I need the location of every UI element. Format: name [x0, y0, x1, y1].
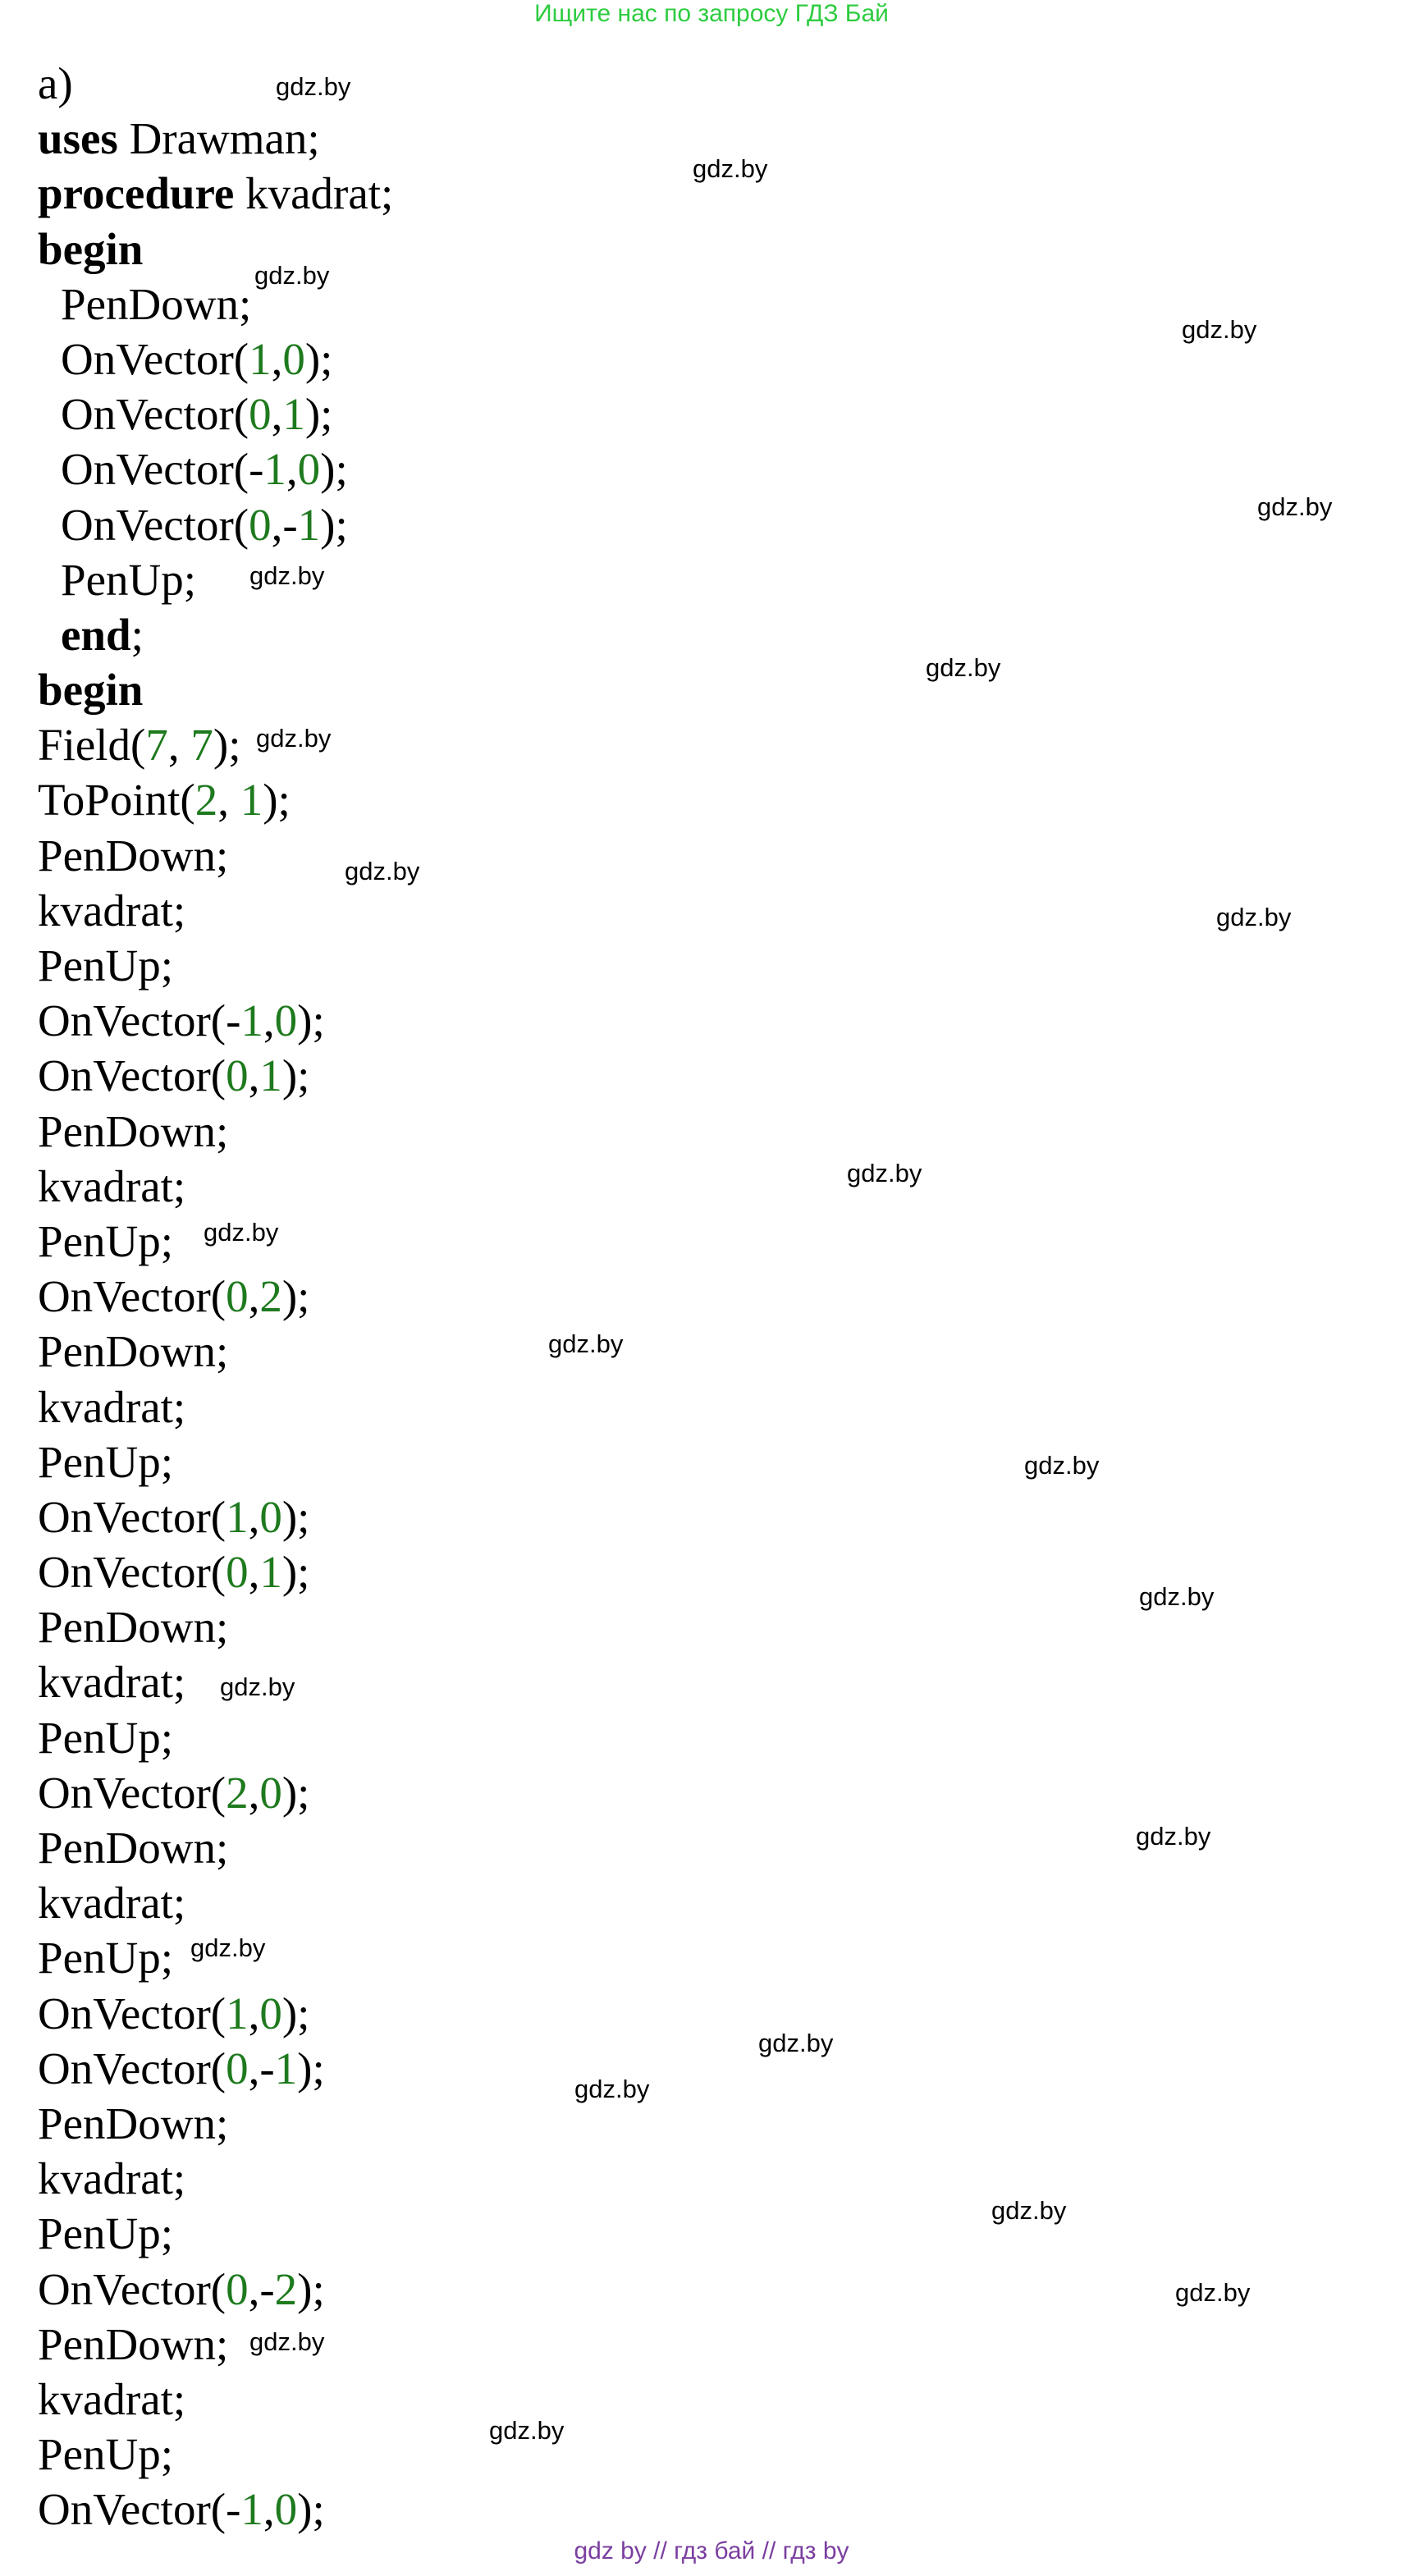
code-text: OnVector(	[38, 1988, 226, 2038]
code-text: );	[263, 775, 291, 826]
code-text: PenDown;	[38, 1602, 229, 1653]
code-text: kvadrat;	[38, 885, 186, 936]
code-text: );	[320, 444, 348, 495]
watermark: gdz.by	[254, 261, 330, 290]
code-line	[38, 497, 393, 552]
code-text: );	[297, 995, 325, 1046]
code-text: kvadrat;	[38, 1381, 186, 1432]
code-text: kvadrat;	[38, 1657, 186, 1708]
watermark: gdz.by	[1216, 903, 1292, 931]
code-line	[38, 1269, 393, 1324]
code-number: 1	[274, 2043, 298, 2093]
code-keyword: begin	[38, 223, 144, 274]
code-text: );	[281, 1547, 310, 1598]
footer-links: gdz by // гдз бай // гдз by	[574, 2537, 849, 2565]
code-text: ,-	[248, 2043, 275, 2093]
code-text: OnVector(	[38, 2043, 226, 2093]
code-line	[38, 938, 393, 993]
code-line	[38, 552, 393, 607]
code-text: kvadrat;	[38, 1160, 186, 1211]
code-number: 0	[226, 1547, 249, 1598]
code-text: ,-	[271, 499, 298, 550]
code-number: 0	[282, 333, 305, 384]
code-number: 0	[297, 444, 321, 495]
watermark: gdz.by	[693, 154, 768, 183]
watermark: gdz.by	[926, 653, 1001, 682]
code-text: PenUp;	[38, 1712, 173, 1763]
code-text: ,	[286, 444, 298, 495]
watermark: gdz.by	[220, 1672, 295, 1701]
code-line	[38, 332, 393, 387]
watermark: gdz.by	[758, 2029, 834, 2057]
code-line	[38, 1159, 393, 1214]
code-line	[38, 2206, 393, 2261]
code-line	[38, 2096, 393, 2151]
code-text: );	[297, 2043, 325, 2093]
code-text: OnVector(-	[61, 444, 264, 495]
code-text: kvadrat;	[38, 2153, 186, 2204]
code-line	[38, 1654, 393, 1709]
code-text: ,	[248, 1547, 260, 1598]
watermark: gdz.by	[847, 1159, 922, 1187]
code-number: 1	[240, 775, 263, 826]
code-number: 1	[297, 499, 321, 550]
code-text: );	[281, 1491, 310, 1542]
watermark: gdz.by	[276, 72, 351, 101]
code-line	[38, 1875, 393, 1930]
code-number: 1	[282, 389, 305, 440]
watermark: gdz.by	[548, 1329, 624, 1358]
code-line	[38, 828, 393, 883]
code-line	[38, 662, 393, 717]
code-text: kvadrat;	[38, 2373, 186, 2424]
code-text: OnVector(-	[38, 2484, 241, 2535]
code-keyword: procedure	[38, 168, 235, 219]
code-line	[38, 1324, 393, 1379]
code-text: ,	[248, 1767, 260, 1818]
code-line	[38, 607, 393, 662]
code-line	[38, 717, 393, 772]
code-number: 0	[249, 389, 272, 440]
watermark: gdz.by	[991, 2196, 1067, 2225]
code-line	[38, 2041, 393, 2096]
code-number: 1	[240, 2484, 263, 2535]
watermark: gdz.by	[1175, 2278, 1251, 2307]
code-line	[38, 1986, 393, 2041]
code-line	[38, 2427, 393, 2482]
code-text: ,	[263, 995, 275, 1046]
code-line	[38, 1544, 393, 1599]
code-text: OnVector(	[38, 1491, 226, 1542]
code-number: 2	[259, 1271, 282, 1322]
code-line	[38, 883, 393, 938]
code-keyword: begin	[38, 665, 144, 716]
code-text: PenDown;	[38, 1326, 229, 1377]
code-text: ,	[271, 333, 283, 384]
code-text: ,	[248, 1271, 260, 1322]
watermark: gdz.by	[345, 857, 420, 885]
watermark: gdz.by	[1139, 1582, 1215, 1611]
code-number: 0	[259, 1767, 282, 1818]
code-text: );	[297, 2484, 325, 2535]
code-number: 0	[249, 499, 272, 550]
code-text: );	[281, 1988, 310, 2038]
code-text: PenDown;	[38, 2098, 229, 2148]
code-number: 1	[226, 1491, 249, 1542]
code-text: ,	[248, 1050, 260, 1101]
code-text: OnVector(	[38, 1271, 226, 1322]
code-number: 0	[259, 1491, 282, 1542]
code-line	[38, 166, 393, 221]
code-text: OnVector(	[38, 1767, 226, 1818]
code-number: 0	[259, 1988, 282, 2038]
code-number: 0	[226, 1271, 249, 1322]
code-text: PenUp;	[38, 1933, 173, 1983]
code-number: 1	[226, 1988, 249, 2038]
code-line	[38, 1434, 393, 1489]
code-text: PenUp;	[38, 940, 173, 991]
code-text: );	[297, 2263, 325, 2314]
code-number: 0	[226, 2263, 249, 2314]
code-text: ,	[248, 1491, 260, 1542]
watermark: gdz.by	[190, 1933, 266, 1962]
code-number: 2	[194, 775, 218, 826]
code-line	[38, 1710, 393, 1765]
code-text: OnVector(	[38, 1050, 226, 1101]
code-text: );	[304, 333, 333, 384]
code-text: );	[281, 1271, 310, 1322]
code-text: PenUp;	[38, 1436, 173, 1487]
code-line	[38, 772, 393, 827]
watermark: gdz.by	[249, 2327, 325, 2356]
watermark: gdz.by	[1024, 1451, 1100, 1480]
code-text: ,	[167, 720, 191, 771]
watermark: gdz.by	[204, 1218, 279, 1247]
watermark: gdz.by	[574, 2075, 650, 2103]
code-line	[38, 2482, 393, 2537]
code-text: );	[304, 389, 333, 440]
code-text: PenDown;	[38, 830, 229, 881]
code-number: 0	[226, 2043, 249, 2093]
code-number: 1	[259, 1547, 282, 1598]
code-text: OnVector(	[61, 333, 249, 384]
code-text: ToPoint(	[38, 775, 195, 826]
code-line	[38, 111, 393, 166]
code-line	[38, 442, 393, 496]
code-line	[38, 1104, 393, 1159]
code-text: );	[320, 499, 348, 550]
code-text: ,	[248, 1988, 260, 2038]
code-number: 0	[274, 995, 298, 1046]
code-line	[38, 993, 393, 1048]
code-text: ,	[263, 2484, 275, 2535]
watermark: gdz.by	[256, 724, 332, 753]
code-text: PenUp;	[38, 1215, 173, 1266]
code-line	[38, 1048, 393, 1103]
code-text: kvadrat;	[234, 168, 394, 219]
code-text: PenUp;	[61, 554, 196, 605]
code-text: PenDown;	[38, 1823, 229, 1873]
code-text: OnVector(	[38, 2263, 226, 2314]
code-line	[38, 1820, 393, 1875]
watermark: gdz.by	[1182, 315, 1257, 344]
code-line	[38, 1765, 393, 1820]
code-text: PenDown;	[61, 278, 252, 329]
code-text: ,-	[248, 2263, 275, 2314]
code-number: 7	[145, 720, 168, 771]
code-text: ;	[130, 609, 144, 660]
code-number: 7	[190, 720, 213, 771]
code-line	[38, 2262, 393, 2317]
code-number: 1	[263, 444, 286, 495]
code-number: 0	[226, 1050, 249, 1101]
code-number: 1	[259, 1050, 282, 1101]
code-keyword: uses	[38, 113, 118, 164]
code-number: 2	[274, 2263, 298, 2314]
watermark: gdz.by	[489, 2416, 565, 2445]
code-text: OnVector(-	[38, 995, 241, 1046]
code-text: );	[213, 720, 241, 771]
code-text: OnVector(	[38, 1547, 226, 1598]
code-number: 0	[274, 2484, 298, 2535]
code-listing	[38, 56, 393, 2537]
code-text: );	[281, 1767, 310, 1818]
code-text: Drawman;	[117, 113, 320, 164]
code-number: 1	[249, 333, 272, 384]
code-keyword: end	[61, 609, 131, 660]
code-text: OnVector(	[61, 499, 249, 550]
code-line	[38, 1599, 393, 1654]
code-line	[38, 2372, 393, 2427]
watermark: gdz.by	[1136, 1822, 1211, 1851]
code-line	[38, 277, 393, 332]
code-text: PenUp;	[38, 2208, 173, 2259]
code-text: kvadrat;	[38, 1878, 186, 1929]
watermark: gdz.by	[249, 561, 325, 590]
code-line	[38, 1489, 393, 1544]
code-text: PenUp;	[38, 2429, 173, 2480]
watermark: gdz.by	[1257, 492, 1333, 521]
code-text: ,	[217, 775, 240, 826]
code-line	[38, 2317, 393, 2372]
code-line	[38, 387, 393, 442]
code-number: 1	[240, 995, 263, 1046]
code-text: );	[281, 1050, 310, 1101]
code-text: PenDown;	[38, 2318, 229, 2369]
code-line	[38, 2151, 393, 2206]
code-text: PenDown;	[38, 1105, 229, 1156]
code-number: 2	[226, 1767, 249, 1818]
code-text: ,	[271, 389, 283, 440]
code-text: OnVector(	[61, 389, 249, 440]
code-line	[38, 1380, 393, 1434]
code-text: Field(	[38, 720, 146, 771]
code-text: а)	[38, 58, 73, 108]
code-line	[38, 222, 393, 277]
top-banner: Ищите нас по запросу ГДЗ Бай	[534, 0, 889, 27]
